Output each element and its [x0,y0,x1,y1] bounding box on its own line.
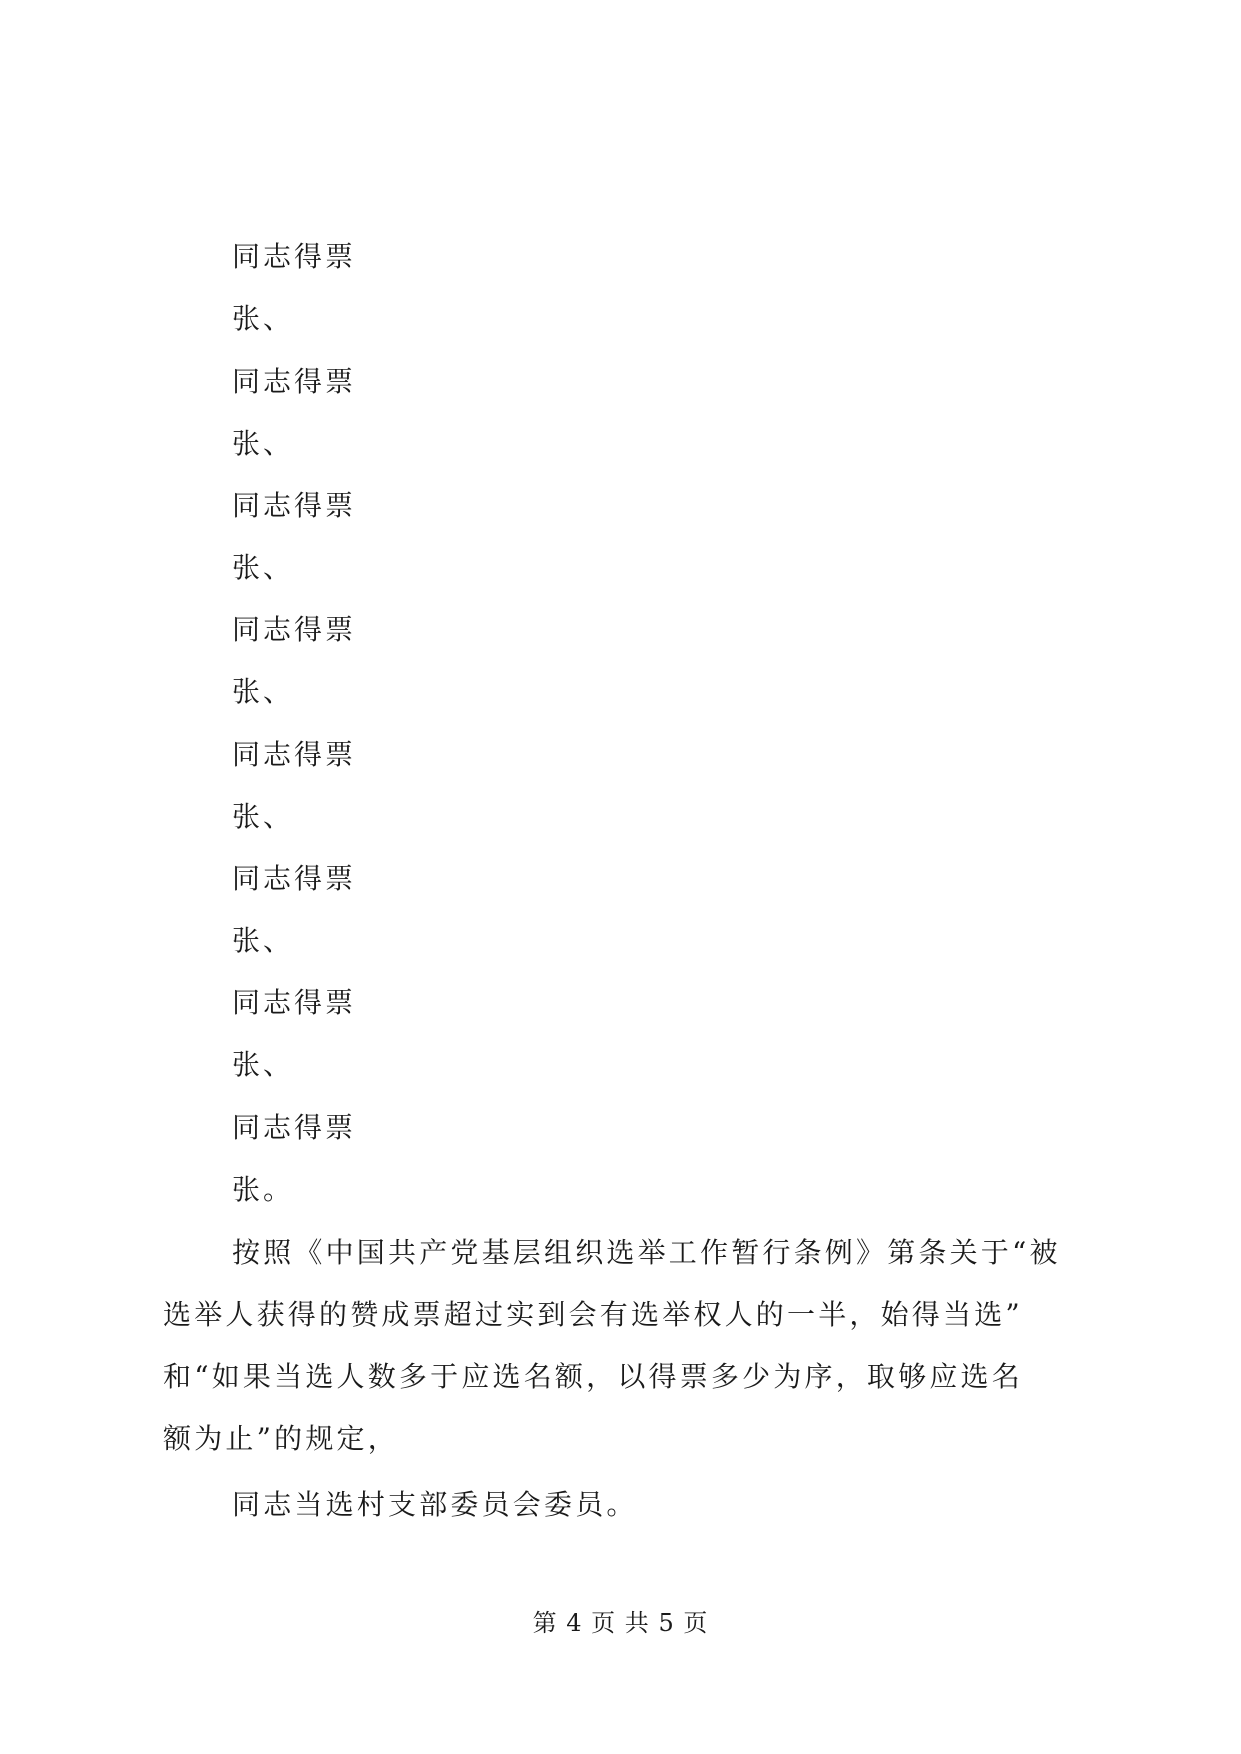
paragraph-line: 选举人获得的赞成票超过实到会有选举权人的一半，始得当选” [163,1298,1023,1331]
vote-line: 同志得票 [232,240,357,273]
vote-line: 同志得票 [232,986,357,1019]
vote-line: 张、 [232,1048,295,1081]
vote-line: 同志得票 [232,613,357,646]
vote-line: 同志得票 [232,365,357,398]
vote-line: 张、 [232,675,295,708]
vote-line: 张、 [232,551,295,584]
vote-line: 张、 [232,924,295,957]
vote-line: 同志得票 [232,489,357,522]
paragraph-line: 按照《中国共产党基层组织选举工作暂行条例》第条关于“被 [232,1236,1061,1269]
vote-line: 同志得票 [232,1111,357,1144]
vote-line: 同志得票 [232,738,357,771]
paragraph-line: 额为止”的规定， [163,1422,399,1455]
closing-line: 同志当选村支部委员会委员。 [232,1488,638,1521]
vote-line: 张、 [232,800,295,833]
vote-line: 张、 [232,302,295,335]
vote-line: 同志得票 [232,862,357,895]
page-footer: 第 4 页 共 5 页 [532,1609,709,1637]
vote-line: 张、 [232,427,295,460]
regulation-paragraph [163,1222,1088,1470]
vote-line: 张。 [232,1173,295,1206]
paragraph-line: 和“如果当选人数多于应选名额，以得票多少为序，取够应选名 [163,1360,1023,1393]
